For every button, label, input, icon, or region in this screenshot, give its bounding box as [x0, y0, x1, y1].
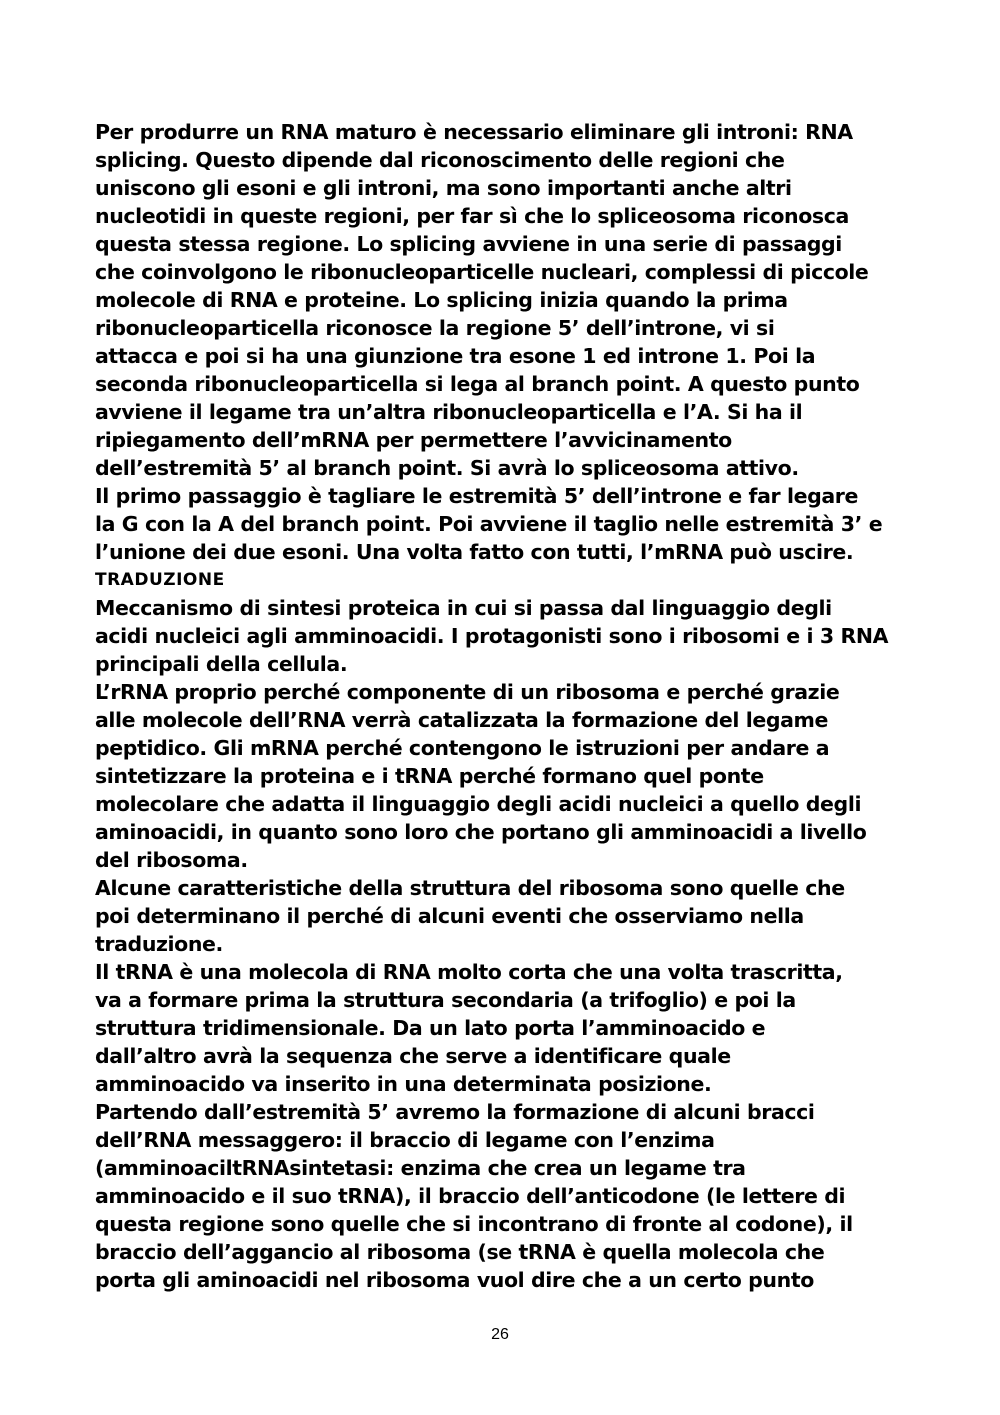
text-line: questa regione sono quelle che si incontrano di fronte al codone), il: [95, 1212, 853, 1236]
text-line: ribonucleoparticella riconosce la regione 5’ dell’introne, vi si: [95, 316, 775, 340]
text-line: Alcune caratteristiche della struttura del ribosoma sono quelle che: [95, 876, 845, 900]
section-heading: TRADUZIONE: [95, 570, 225, 590]
text-line: splicing. Questo dipende dal riconoscimento delle regioni che: [95, 148, 785, 172]
text-line: nucleotidi in queste regioni, per far sì che lo spliceosoma riconosca: [95, 204, 849, 228]
text-line: principali della cellula.: [95, 652, 348, 676]
text-line: acidi nucleici agli amminoacidi. I protagonisti sono i ribosomi e i 3 RNA: [95, 624, 889, 648]
text-line: struttura tridimensionale. Da un lato porta l’amminoacido e: [95, 1016, 766, 1040]
text-line: Meccanismo di sintesi proteica in cui si passa dal linguaggio degli: [95, 596, 832, 620]
text-line: avviene il legame tra un’altra ribonucleoparticella e l’A. Si ha il: [95, 400, 803, 424]
text-line: ripiegamento dell’mRNA per permettere l’avvicinamento: [95, 428, 732, 452]
text-line: L’rRNA proprio perché componente di un ribosoma e perché grazie: [95, 680, 840, 704]
text-line: amminoacido e il suo tRNA), il braccio dell’anticodone (le lettere di: [95, 1184, 846, 1208]
text-line: Per produrre un RNA maturo è necessario eliminare gli introni: RNA: [95, 120, 853, 144]
text-line: seconda ribonucleoparticella si lega al branch point. A questo punto: [95, 372, 860, 396]
text-line: dall’altro avrà la sequenza che serve a identificare quale: [95, 1044, 731, 1068]
text-line: poi determinano il perché di alcuni eventi che osserviamo nella: [95, 904, 804, 928]
text-line: traduzione.: [95, 932, 223, 956]
text-line: la G con la A del branch point. Poi avviene il taglio nelle estremità 3’ e: [95, 512, 883, 536]
text-line: che coinvolgono le ribonucleoparticelle nucleari, complessi di piccole: [95, 260, 869, 284]
text-line: uniscono gli esoni e gli introni, ma sono importanti anche altri: [95, 176, 792, 200]
text-line: Il tRNA è una molecola di RNA molto corta che una volta trascritta,: [95, 960, 843, 984]
text-line: questa stessa regione. Lo splicing avviene in una serie di passaggi: [95, 232, 842, 256]
text-line: del ribosoma.: [95, 848, 248, 872]
text-line: (amminoaciltRNAsintetasi: enzima che crea un legame tra: [95, 1156, 746, 1180]
text-line: va a formare prima la struttura secondaria (a trifoglio) e poi la: [95, 988, 796, 1012]
text-line: Il primo passaggio è tagliare le estremità 5’ dell’introne e far legare: [95, 484, 859, 508]
text-line: Partendo dall’estremità 5’ avremo la formazione di alcuni bracci: [95, 1100, 815, 1124]
text-line: braccio dell’aggancio al ribosoma (se tRNA è quella molecola che: [95, 1240, 825, 1264]
body-text: [95, 118, 910, 1294]
text-line: aminoacidi, in quanto sono loro che portano gli amminoacidi a livello: [95, 820, 867, 844]
text-line: attacca e poi si ha una giunzione tra esone 1 ed introne 1. Poi la: [95, 344, 816, 368]
text-line: amminoacido va inserito in una determinata posizione.: [95, 1072, 712, 1096]
page-number: 26: [491, 1326, 509, 1343]
text-line: molecolare che adatta il linguaggio degli acidi nucleici a quello degli: [95, 792, 862, 816]
text-line: porta gli aminoacidi nel ribosoma vuol dire che a un certo punto: [95, 1268, 814, 1292]
text-line: sintetizzare la proteina e i tRNA perché formano quel ponte: [95, 764, 764, 788]
text-line: dell’RNA messaggero: il braccio di legame con l’enzima: [95, 1128, 715, 1152]
text-line: l’unione dei due esoni. Una volta fatto con tutti, l’mRNA può uscire.: [95, 540, 854, 564]
text-line: dell’estremità 5’ al branch point. Si avrà lo spliceosoma attivo.: [95, 456, 799, 480]
text-line: peptidico. Gli mRNA perché contengono le istruzioni per andare a: [95, 736, 830, 760]
text-line: molecole di RNA e proteine. Lo splicing inizia quando la prima: [95, 288, 788, 312]
text-line: alle molecole dell’RNA verrà catalizzata la formazione del legame: [95, 708, 828, 732]
